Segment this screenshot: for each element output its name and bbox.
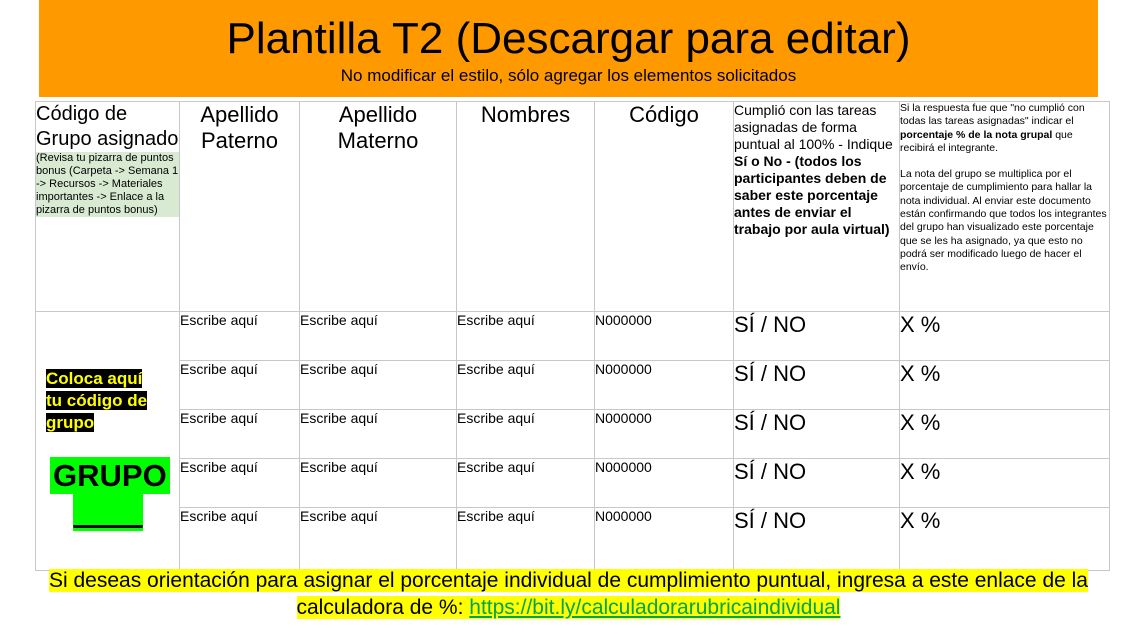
cell-paterno[interactable]: Escribe aquí — [180, 312, 300, 361]
codigo-header: Código — [595, 102, 734, 312]
group-blank: ____ — [73, 495, 143, 530]
cell-porcentaje[interactable]: X % — [900, 508, 1110, 571]
members-table — [35, 101, 1110, 571]
page-subtitle: No modificar el estilo, sólo agregar los elementos solicitados — [340, 66, 797, 85]
cumplio-header-bold: Sí o No - (todos los participantes deben de saber este porcentaje antes de enviar el trabajo por aula virtual) — [734, 153, 890, 237]
cell-paterno[interactable]: Escribe aquí — [180, 508, 300, 571]
cell-nombres[interactable]: Escribe aquí — [457, 508, 595, 571]
cell-nombres[interactable]: Escribe aquí — [457, 410, 595, 459]
group-label-text: GRUPO — [50, 457, 170, 494]
porcentaje-header-p1-b: que recibirá el integrante. — [900, 128, 1073, 154]
group-code-cell[interactable] — [36, 312, 180, 571]
cumplio-header-text: Cumplió con las tareas asignadas de forma puntual al 100% - Indique — [734, 102, 893, 152]
cell-materno[interactable]: Escribe aquí — [300, 459, 457, 508]
cell-codigo[interactable]: N000000 — [595, 361, 734, 410]
cell-paterno[interactable]: Escribe aquí — [180, 459, 300, 508]
cell-materno[interactable]: Escribe aquí — [300, 410, 457, 459]
cell-cumplio[interactable]: SÍ / NO — [734, 312, 900, 361]
cell-materno[interactable]: Escribe aquí — [300, 312, 457, 361]
footer-note — [0, 567, 1137, 621]
group-label — [50, 457, 166, 531]
cell-codigo[interactable]: N000000 — [595, 312, 734, 361]
porcentaje-header — [900, 102, 1110, 312]
nombres-header: Nombres — [457, 102, 595, 312]
footer-text-highlight — [49, 569, 1088, 619]
cell-nombres[interactable]: Escribe aquí — [457, 312, 595, 361]
group-code-header-label: Código de Grupo asignado — [36, 103, 179, 150]
materno-header: Apellido Materno — [300, 102, 457, 312]
cumplio-header — [734, 102, 900, 312]
footer-text: Si deseas orientación para asignar el porcentaje individual de cumplimiento puntual, ingresa a este enlace de la calculadora de %: — [49, 569, 1088, 619]
paterno-header: Apellido Paterno — [180, 102, 300, 312]
porcentaje-header-p2: La nota del grupo se multiplica por el porcentaje de cumplimiento para hallar la nota individual. Al enviar este documento están confirmando que todos los integrantes del grupo han visualizado este porcentaje que se les ha asignado, ya que esto no podrá ser modificado luego de hacer el envío. — [900, 168, 1107, 274]
header-row — [36, 102, 1110, 312]
group-code-placeholder-text: Coloca aquí tu código de grupo — [46, 369, 148, 432]
group-code-header-note-paren: ( — [36, 152, 40, 164]
cell-porcentaje[interactable]: X % — [900, 410, 1110, 459]
table-row — [36, 361, 1110, 410]
cell-porcentaje[interactable]: X % — [900, 312, 1110, 361]
group-code-header-note-text: Revisa tu pizarra de puntos bonus (Carpeta -> Semana 1 -> Recursos -> Materiales importantes -> Enlace a la pizarra de puntos bonus) — [36, 152, 179, 216]
cell-cumplio[interactable]: SÍ / NO — [734, 459, 900, 508]
cell-nombres[interactable]: Escribe aquí — [457, 361, 595, 410]
cell-cumplio[interactable]: SÍ / NO — [734, 361, 900, 410]
cell-codigo[interactable]: N000000 — [595, 508, 734, 571]
group-code-header-note — [36, 152, 179, 217]
table-row — [36, 410, 1110, 459]
porcentaje-header-p1-a: Si la respuesta fue que "no cumplió con todas las tareas asignadas" indicar el — [900, 102, 1085, 128]
group-code-placeholder — [46, 368, 159, 434]
header-banner — [39, 0, 1098, 97]
cell-cumplio[interactable]: SÍ / NO — [734, 508, 900, 571]
calculator-link[interactable]: https://bit.ly/calculadorarubricaindividual — [469, 596, 841, 619]
group-code-header — [36, 102, 180, 312]
cell-cumplio[interactable]: SÍ / NO — [734, 410, 900, 459]
cell-porcentaje[interactable]: X % — [900, 459, 1110, 508]
table-row — [36, 459, 1110, 508]
cell-materno[interactable]: Escribe aquí — [300, 508, 457, 571]
cell-codigo[interactable]: N000000 — [595, 410, 734, 459]
cell-nombres[interactable]: Escribe aquí — [457, 459, 595, 508]
porcentaje-header-p1-bold: porcentaje % de la nota grupal — [900, 128, 1053, 141]
page-title: Plantilla T2 (Descargar para editar) — [226, 14, 911, 63]
cell-codigo[interactable]: N000000 — [595, 459, 734, 508]
porcentaje-header-p1 — [900, 102, 1109, 155]
cell-paterno[interactable]: Escribe aquí — [180, 361, 300, 410]
table-row — [36, 312, 1110, 361]
cell-paterno[interactable]: Escribe aquí — [180, 410, 300, 459]
cell-porcentaje[interactable]: X % — [900, 361, 1110, 410]
table-row — [36, 508, 1110, 571]
cell-materno[interactable]: Escribe aquí — [300, 361, 457, 410]
